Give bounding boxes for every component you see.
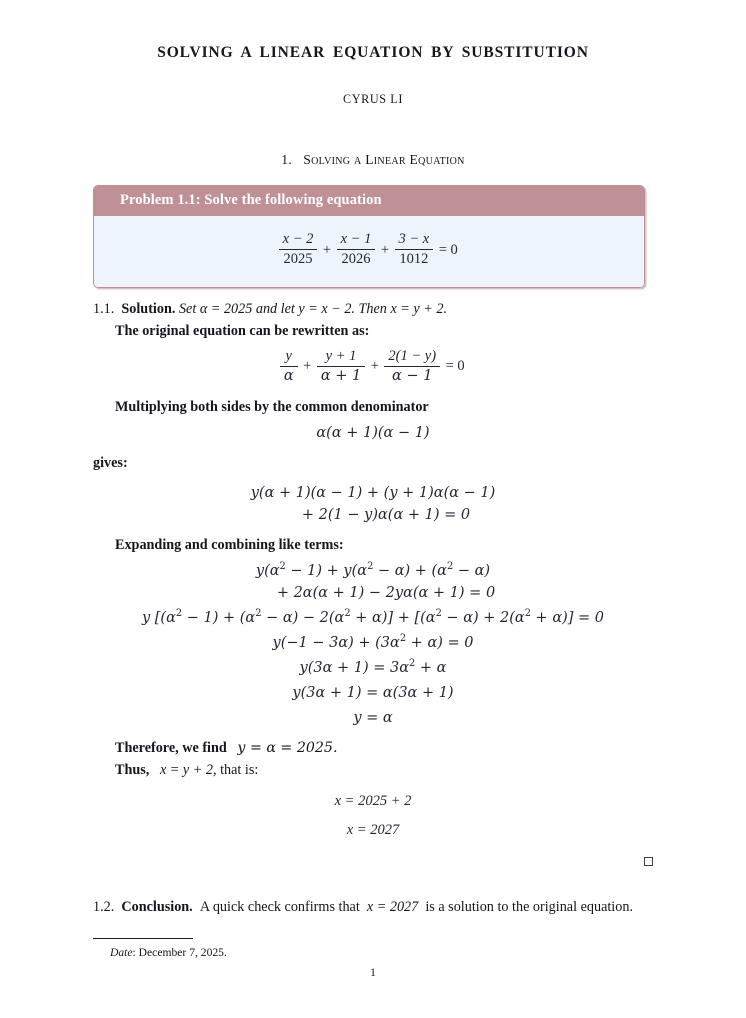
conclusion-text-before: A quick check confirms that xyxy=(199,898,360,915)
equation-expanded-1a: y(α + 1)(α − 1) + (y + 1)α(α − 1) xyxy=(250,485,496,502)
equation-x-final: x = 2027 xyxy=(346,821,400,838)
line-thus-bold: Thus, xyxy=(115,762,150,779)
conclusion-label-number: 1.2. xyxy=(93,898,115,915)
section-title: Solving a Linear Equation xyxy=(303,152,465,167)
solution-intro-text: Set α = 2025 and let y = x − 2. Then x = y + 2. xyxy=(178,301,448,318)
problem-box xyxy=(93,185,645,288)
line-gives: gives: xyxy=(93,454,128,471)
line-therefore xyxy=(93,738,653,758)
line-expanding: Expanding and combining like terms: xyxy=(115,537,344,554)
line-thus-tail: that is: xyxy=(220,762,259,779)
line-thus-math: x = y + 2, xyxy=(159,762,217,779)
qed-row xyxy=(93,853,653,871)
fraction-3: $\frac{3 - x}{1012}$ xyxy=(395,231,434,268)
equation-factor-1: $y(3\alpha + 1) = 3\alpha^2 + \alpha$ xyxy=(299,658,447,677)
solution-intro-paragraph xyxy=(93,299,653,319)
fraction-y-alpha: $\frac{y}{\alpha}$ xyxy=(280,348,298,385)
fraction-2: $\frac{x - 1}{2026}$ xyxy=(337,231,376,268)
document-title: SOLVING A LINEAR EQUATION BY SUBSTITUTION xyxy=(157,44,589,61)
footnote-date-label: Date xyxy=(110,946,133,959)
line-multiply: Multiplying both sides by the common denominator xyxy=(115,398,429,415)
solution-label-number: 1.1. xyxy=(93,301,115,318)
line-rewritten: The original equation can be rewritten as: xyxy=(115,323,370,340)
conclusion-text-after: is a solution to the original equation. xyxy=(425,898,633,915)
equation-x-sum: x = 2025 + 2 xyxy=(334,792,412,809)
solution-label: Solution. xyxy=(121,301,176,318)
page-number: 1 xyxy=(370,966,376,979)
fraction-y1-alpha1: $\frac{y + 1}{\alpha + 1}$ xyxy=(317,348,365,385)
equation-expanded-1b: + 2(1 − y)α(α + 1) = 0 xyxy=(301,507,471,524)
line-therefore-bold: Therefore, we find xyxy=(115,740,227,757)
equation-bracket: y $[(\alpha^2 - 1) + (\alpha^2 - \alpha) - 2(\alpha^2 + \alpha)] + [(\alpha^2 - \alpha) + 2(\alpha^2 + \alpha)] = 0$ xyxy=(141,608,605,627)
problem-box-header: Problem 1.1: Solve the following equation xyxy=(94,186,644,216)
conclusion-text-math: x = 2027 xyxy=(366,898,419,915)
document-author: CYRUS LI xyxy=(343,92,403,106)
section-number: 1. xyxy=(281,152,293,167)
line-therefore-math: y = α = 2025. xyxy=(237,740,338,757)
equation-collected: $y(-1 - 3\alpha) + (3\alpha^2 + \alpha) = 0$ xyxy=(272,633,474,652)
equation-rewritten: $\frac{y}{\alpha}$ + $\frac{y + 1}{\alpha + 1}$ + $\frac{2(1 - y)}{\alpha - 1}$ = 0 xyxy=(93,349,653,386)
footnote-date-value: : December 7, 2025. xyxy=(132,946,227,959)
fraction-1: $\frac{x - 2}{2025}$ xyxy=(279,231,318,268)
footnote-date xyxy=(110,946,227,959)
equation-expanded-2a: $y(\alpha^2 - 1) + y(\alpha^2 - \alpha) + (\alpha^2 - \alpha)$ xyxy=(255,561,491,580)
page-content xyxy=(93,0,653,917)
equation-rhs: = 0 xyxy=(438,241,458,258)
conclusion-label: Conclusion. xyxy=(121,898,193,915)
equation-factor-2: y(3α + 1) = α(3α + 1) xyxy=(292,685,454,702)
equation-common-denominator: α(α + 1)(α − 1) xyxy=(316,424,430,441)
qed-square-icon xyxy=(644,857,653,866)
problem-box-body xyxy=(94,216,644,287)
equation-result: y = α xyxy=(353,710,393,727)
problem-equation: $\frac{x - 2}{2025}$ + $\frac{x - 1}{2026}$ + $\frac{3 - x}{1012}$ = 0 xyxy=(277,242,462,258)
conclusion-paragraph xyxy=(93,897,653,917)
equation-expanded-2b: + 2α(α + 1) − 2yα(α + 1) = 0 xyxy=(276,585,496,602)
fraction-2-1y-alpha1: $\frac{2(1 - y)}{\alpha - 1}$ xyxy=(384,348,440,385)
section-heading xyxy=(93,152,653,168)
line-thus xyxy=(93,760,653,780)
footnote-rule xyxy=(93,938,193,939)
